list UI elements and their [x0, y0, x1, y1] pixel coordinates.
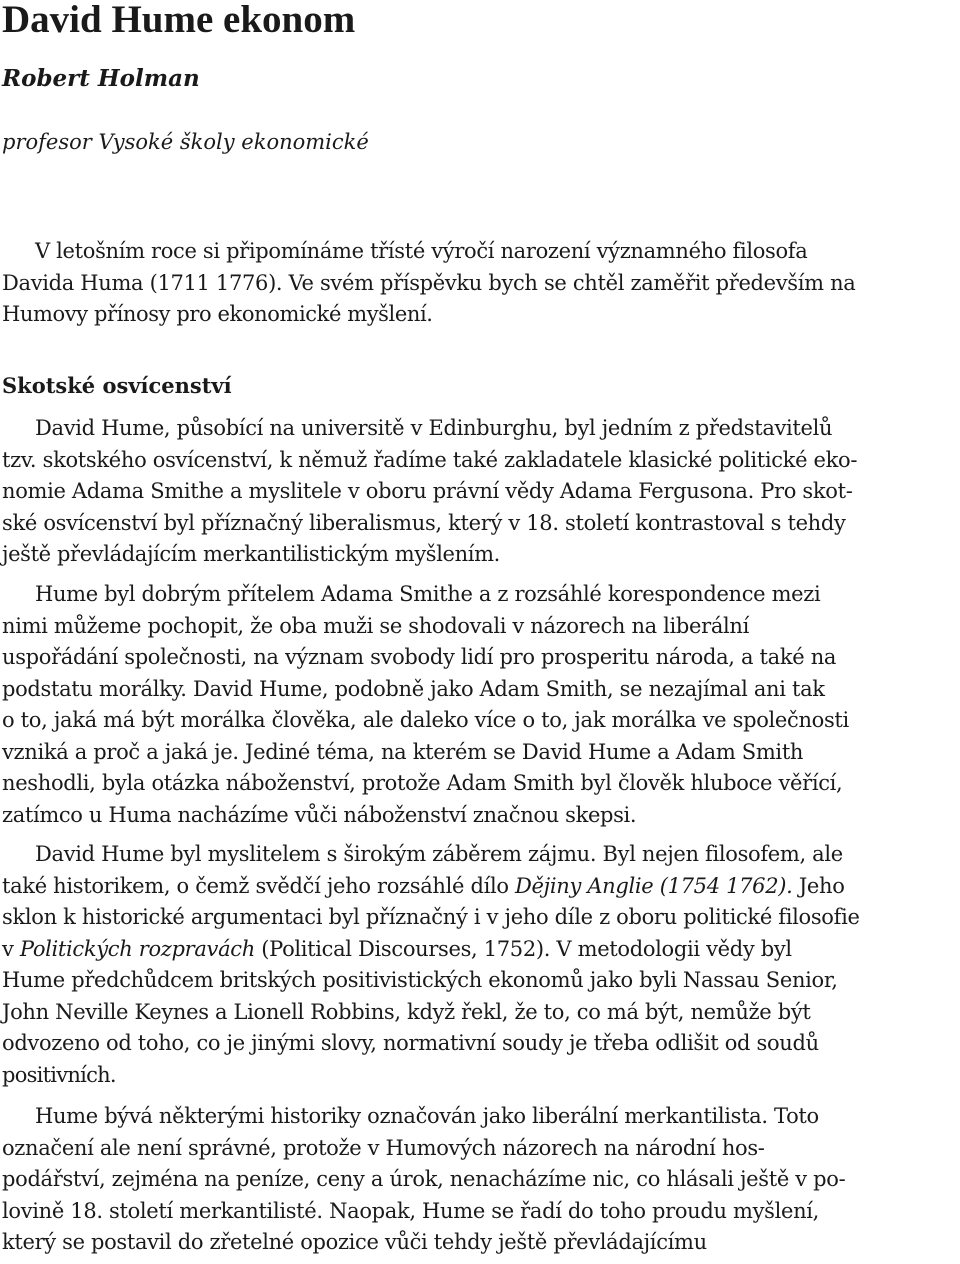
text-line: uspořádání společnosti, na význam svobody lidí pro prosperitu národa, a také na: [2, 645, 837, 669]
text-line: Hume předchůdcem britských positivistických ekonomů jako byli Nassau Senior,: [2, 968, 838, 992]
text-line: který se postavil do zřetelné opozice vůči tehdy ještě převládajícímu: [2, 1230, 707, 1254]
text-line: David Hume, působící na universitě v Edinburghu, byl jedním z představitelů: [35, 416, 833, 440]
text-line: zatímco u Huma nacházíme vůči náboženství značnou skepsi.: [2, 802, 637, 827]
paragraph-intro: [2, 236, 958, 331]
text-line: Humovy přínosy pro ekonomické myšlení.: [2, 302, 433, 326]
text-line: Davida Huma (1711 1776). Ve svém příspěvku bych se chtěl zaměřit především na: [2, 270, 856, 295]
text-line: neshodli, byla otázka náboženství, protože Adam Smith byl člověk hluboce věřící,: [2, 771, 843, 795]
text-line: podářství, zejména na peníze, ceny a úrok, nenacházíme nic, co hlásali ještě v po-: [2, 1167, 846, 1191]
text-line: Hume bývá některými historiky označován jako liberální merkantilista. Toto: [35, 1104, 819, 1128]
paragraph-smith-friendship: [2, 579, 958, 831]
text-line: [2, 934, 958, 966]
text-line: ské osvícenství byl příznačný liberalismus, který v 18. století kontrastoval s tehdy: [2, 510, 846, 535]
section-heading: Skotské osvícenství: [2, 373, 232, 398]
text-run: také historikem, o čemž svědčí jeho rozsáhlé dílo: [2, 873, 516, 898]
text-line: ještě převládajícím merkantilistickým myšlením.: [2, 542, 500, 566]
text-line: sklon k historické argumentaci byl příznačný i v jeho díle z oboru politické filosofie: [2, 905, 860, 929]
text-line: vzniká a proč a jaká je. Jediné téma, na kterém se David Hume a Adam Smith: [2, 739, 804, 764]
text-line: V letošním roce si připomínáme třísté výročí narození významného filosofa: [35, 239, 808, 263]
book-title: Politických rozpravách: [19, 936, 255, 961]
text-line: označení ale není správné, protože v Humových názorech na národní hos-: [2, 1135, 765, 1160]
text-line: John Neville Keynes a Lionell Robbins, když řekl, že to, co má být, nemůže být: [2, 999, 811, 1024]
book-title: Dějiny Anglie (1754 1762).: [515, 873, 793, 898]
article-title: David Hume ekonom: [2, 0, 356, 41]
text-line: [2, 871, 958, 903]
text-line: nimi můžeme pochopit, že oba muži se shodovali v názorech na liberální: [2, 613, 749, 638]
text-line: tzv. skotského osvícenství, k němuž řadíme také zakladatele klasické politické eko-: [2, 447, 858, 472]
text-run: Jeho: [792, 873, 845, 898]
text-run: (Political Discourses, 1752). V metodologii vědy byl: [254, 936, 792, 961]
text-line: nomie Adama Smithe a myslitele v oboru právní vědy Adama Fergusona. Pro skot-: [2, 479, 853, 503]
text-line: positivních.: [2, 1062, 116, 1087]
text-run: v: [2, 936, 20, 961]
paragraph-enlightenment: [2, 413, 958, 571]
paragraph-broad-interests: [2, 839, 958, 1091]
paragraph-mercantilism: [2, 1101, 958, 1259]
author-affiliation: profesor Vysoké školy ekonomické: [2, 130, 369, 154]
text-line: lovině 18. století merkantilisté. Naopak, Hume se řadí do toho proudu myšlení,: [2, 1198, 820, 1223]
text-line: o to, jaká má být morálka člověka, ale daleko více o to, jak morálka ve společnosti: [2, 708, 849, 732]
text-line: Hume byl dobrým přítelem Adama Smithe a z rozsáhlé korespondence mezi: [35, 582, 821, 606]
text-line: odvozeno od toho, co je jinými slovy, normativní soudy je třeba odlišit od soudů: [2, 1031, 819, 1055]
author-name: Robert Holman: [2, 65, 200, 92]
text-line: podstatu morálky. David Hume, podobně jako Adam Smith, se nezajímal ani tak: [2, 676, 825, 701]
text-line: David Hume byl myslitelem s širokým záběrem zájmu. Byl nejen filosofem, ale: [35, 842, 843, 866]
